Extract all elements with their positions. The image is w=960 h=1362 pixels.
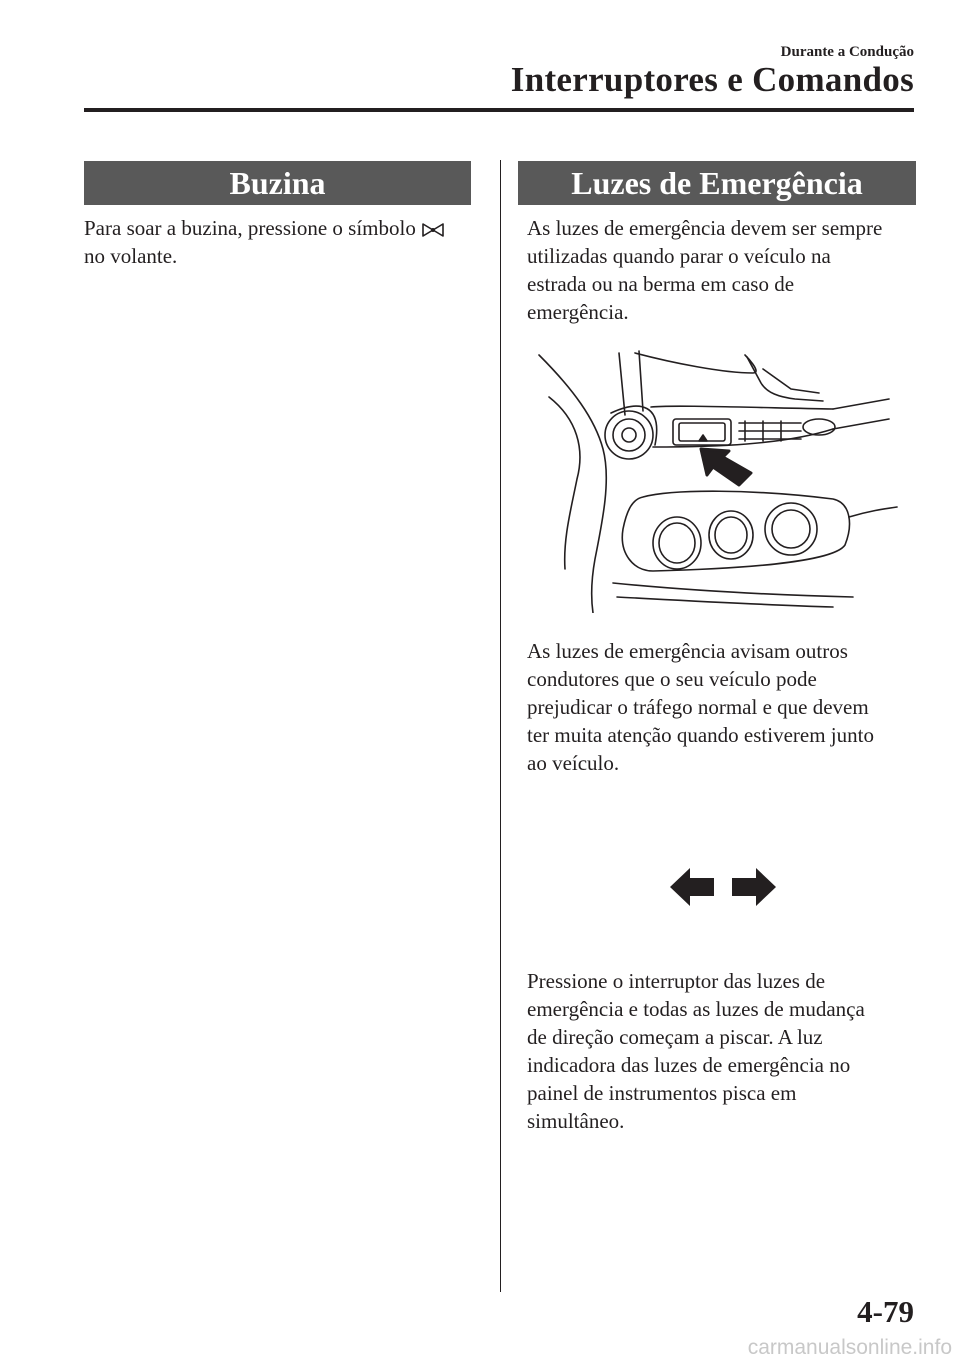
right-arrow-icon [732,868,776,906]
left-arrow-icon [670,868,714,906]
header-title: Interruptores e Comandos [510,60,914,99]
horn-paragraph-line-1: Para soar a buzina, pressione o símbolo [84,214,484,242]
section-title-hazard: Luzes de Emergência [518,161,916,205]
horn-icon [420,223,446,237]
page-number: 4-79 [857,1294,914,1329]
hazard-paragraph-3: Pressione o interruptor das luzes de emergência e todas as luzes de mudança de direção começam a piscar. A luz indicadora das luzes de emergência no painel de instrumentos pisca em simultâneo. [527,969,865,1133]
turn-signal-arrows-icon [668,866,778,908]
horn-paragraph [84,214,484,270]
horn-paragraph-line-2: no volante. [84,244,178,268]
header-subtitle: Durante a Condução [780,44,914,60]
watermark: carmanualsonline.info [747,1336,952,1359]
hazard-paragraph-1: As luzes de emergência devem ser sempre utilizadas quando parar o veículo na estrada ou na berma em caso de emergência. [527,216,883,324]
column-divider [500,160,501,1292]
hazard-switch-illustration [533,349,899,613]
section-title-horn: Buzina [84,161,471,205]
hazard-paragraph-2: As luzes de emergência avisam outros condutores que o seu veículo pode prejudicar o tráfego normal e que devem ter muita atenção quando estiverem junto ao veículo. [527,639,874,775]
header-rule [84,108,914,112]
